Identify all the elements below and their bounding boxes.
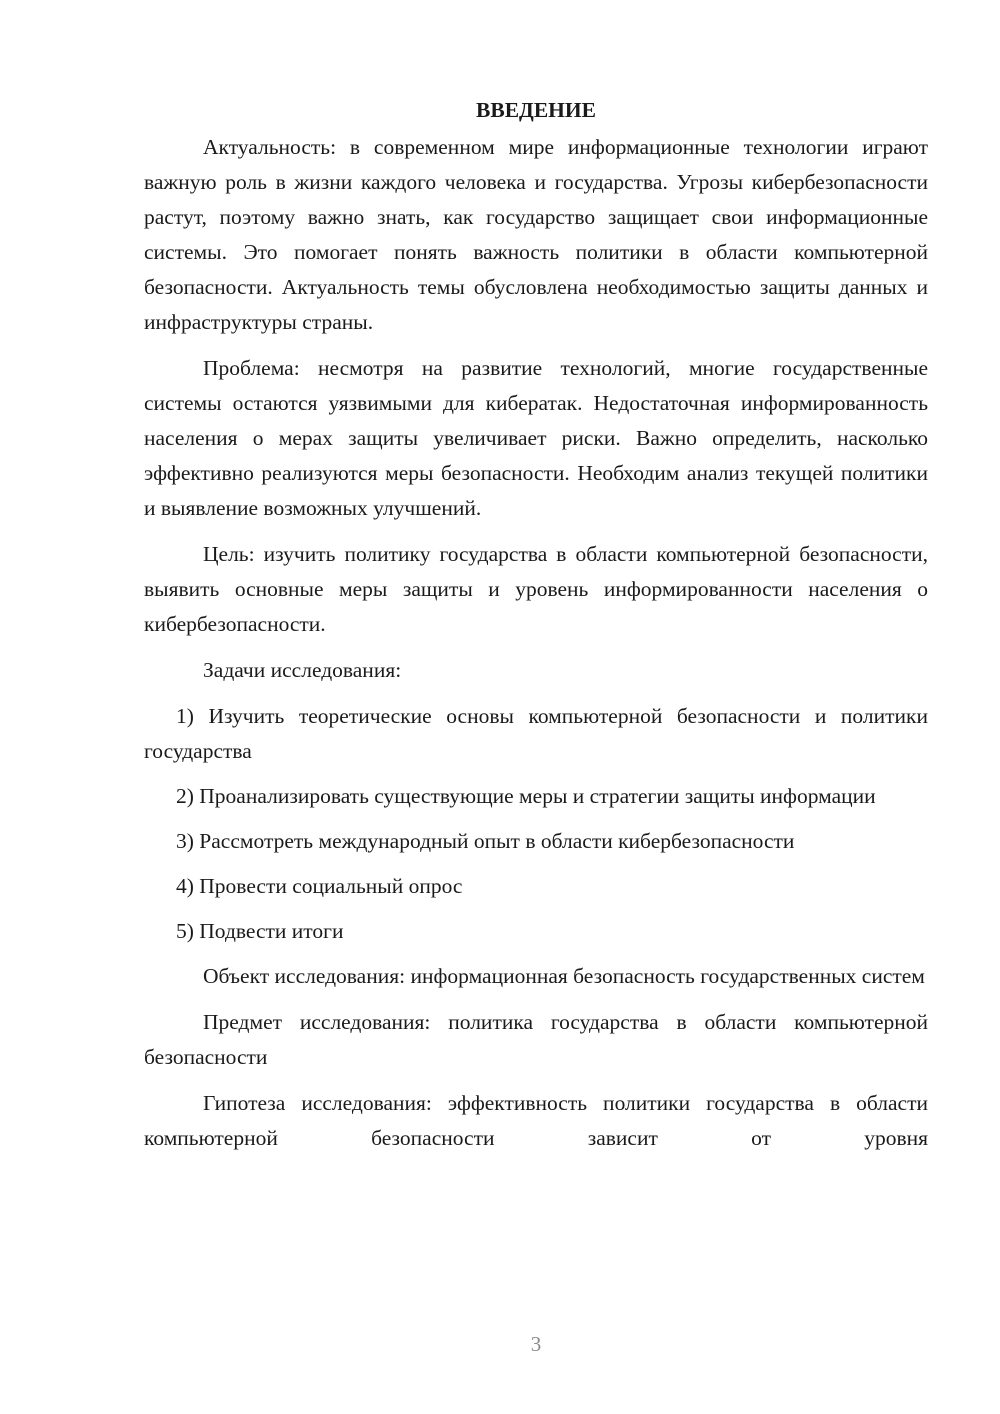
task-item-1: 1) Изучить теоретические основы компьютерной безопасности и политики государства <box>144 704 928 763</box>
section-heading: ВВЕДЕНИЕ <box>476 98 596 122</box>
tasks-title: Задачи исследования: <box>203 658 402 682</box>
subject-paragraph: Предмет исследования: политика государства в области компьютерной безопасности <box>144 1010 928 1069</box>
task-item-5: 5) Подвести итоги <box>176 919 344 943</box>
task-item-4: 4) Провести социальный опрос <box>176 874 463 898</box>
hypothesis-paragraph: Гипотеза исследования: эффективность политики государства в области компьютерной безопасности зависит от уровня <box>144 1091 928 1150</box>
task-item-2: 2) Проанализировать существующие меры и стратегии защиты информации <box>176 784 876 808</box>
goal-paragraph: Цель: изучить политику государства в области компьютерной безопасности, выявить основные меры защиты и уровень информированности населения о кибербезопасности. <box>144 542 928 636</box>
relevance-paragraph: Актуальность: в современном мире информационные технологии играют важную роль в жизни каждого человека и государства. Угрозы кибербезопасности растут, поэтому важно знать, как государство защищает свои информационные системы. Это помогает понять важность политики в области компьютерной безопасности. Актуальность темы обусловлена необходимостью защиты данных и инфраструктуры страны. <box>144 135 928 334</box>
problem-paragraph: Проблема: несмотря на развитие технологий, многие государственные системы остаются уязвимыми для кибератак. Недостаточная информированность населения о мерах защиты увеличивает риски. Важно определить, насколько эффективно реализуются меры безопасности. Необходим анализ текущей политики и выявление возможных улучшений. <box>144 356 928 520</box>
task-item-3: 3) Рассмотреть международный опыт в области кибербезопасности <box>176 829 795 853</box>
object-paragraph: Объект исследования: информационная безопасность государственных систем <box>203 964 925 988</box>
page-number: 3 <box>530 1332 542 1356</box>
document-page <box>144 92 928 1167</box>
